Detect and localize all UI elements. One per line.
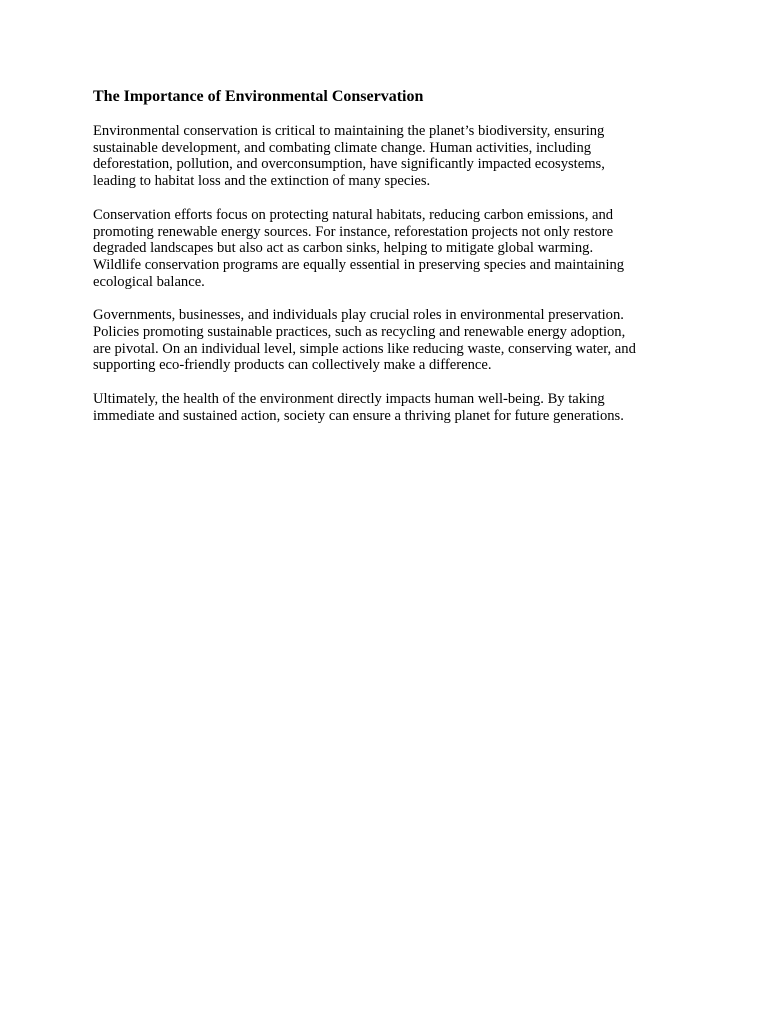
paragraph-4 [93,391,683,424]
paragraph-line: deforestation, pollution, and overconsumption, have significantly impacted ecosystems, [93,156,605,173]
paragraph-line: immediate and sustained action, society can ensure a thriving planet for future generations. [93,407,624,424]
document-title: The Importance of Environmental Conservation [93,88,424,105]
paragraph-line: promoting renewable energy sources. For instance, reforestation projects not only restore [93,223,614,240]
paragraph-line: Ultimately, the health of the environment directly impacts human well-being. By taking [93,391,605,408]
paragraph-3 [93,307,683,374]
paragraph-line: Governments, businesses, and individuals play crucial roles in environmental preservation. [93,307,624,324]
paragraph-line: ecological balance. [93,273,205,290]
paragraph-line: are pivotal. On an individual level, simple actions like reducing waste, conserving water, and [93,340,636,357]
paragraph-line: leading to habitat loss and the extinction of many species. [93,173,431,190]
paragraph-line: Policies promoting sustainable practices, such as recycling and renewable energy adoption, [93,324,626,341]
paragraph-line: supporting eco-friendly products can collectively make a difference. [93,357,492,374]
paragraph-line: Conservation efforts focus on protecting natural habitats, reducing carbon emissions, and [93,206,614,223]
paragraph-line: Wildlife conservation programs are equally essential in preserving species and maintaining [93,256,625,273]
paragraph-1 [93,123,683,190]
paragraph-2 [93,207,683,291]
paragraph-line: sustainable development, and combating climate change. Human activities, including [93,139,592,156]
paragraph-line: Environmental conservation is critical to maintaining the planet’s biodiversity, ensuring [93,123,605,139]
paragraph-line: degraded landscapes but also act as carbon sinks, helping to mitigate global warming. [93,240,594,257]
document-body [93,86,683,442]
